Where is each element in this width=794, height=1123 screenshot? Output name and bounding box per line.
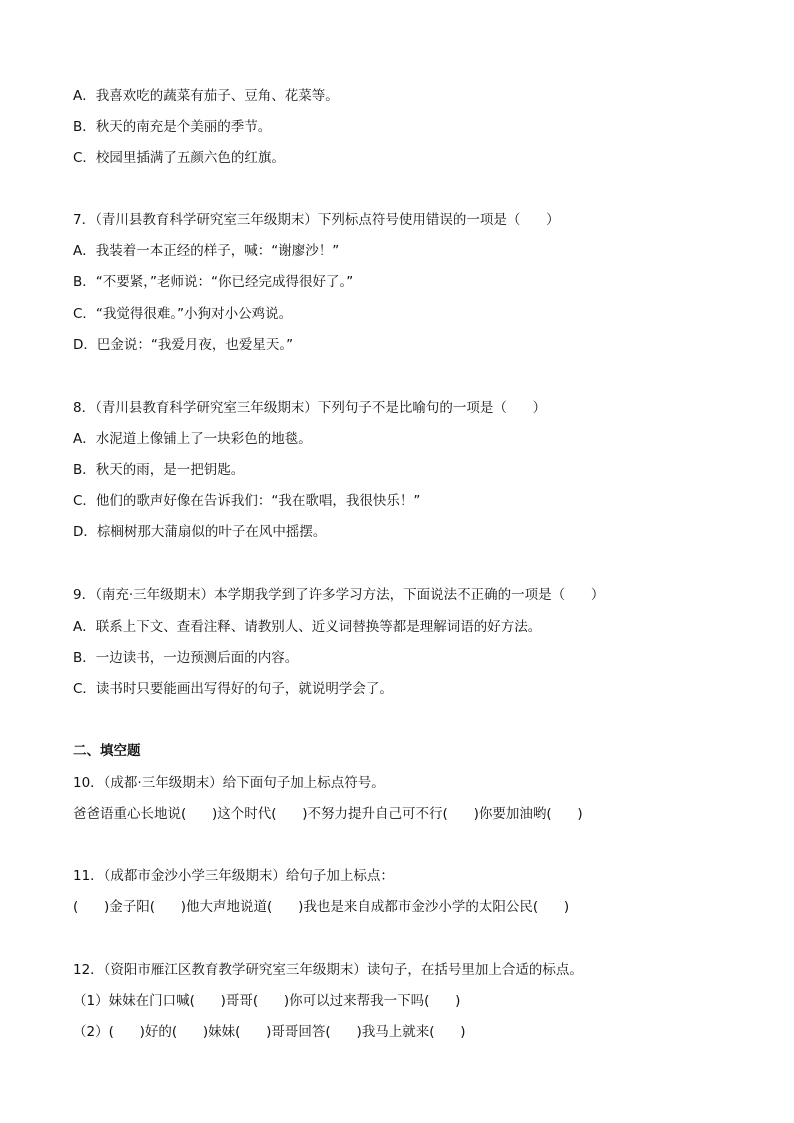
q8-option-d: D．棕榈树那大蒲扇似的叶子在风中摇摆。 (73, 524, 327, 540)
q9-option-c: C．读书时只要能画出写得好的句子，就说明学会了。 (73, 681, 393, 697)
q8-option-c: C．他们的歌声好像在告诉我们：“我在歌唱，我很快乐！” (73, 493, 421, 509)
q8-option-b: B．秋天的雨，是一把钥匙。 (73, 462, 245, 478)
q12-stem: 12．（资阳市雁江区教育教学研究室三年级期末）读句子，在括号里加上合适的标点。 (73, 962, 583, 978)
q7-stem: 7．（青川县教育科学研究室三年级期末）下列标点符号使用错误的一项是（ ） (73, 212, 560, 228)
q10-stem: 10．（成都·三年级期末）给下面句子加上标点符号。 (73, 775, 385, 791)
q8-stem: 8．（青川县教育科学研究室三年级期末）下列句子不是比喻句的一项是（ ） (73, 400, 547, 416)
q9-option-a: A．联系上下文、查看注释、请教别人、近义词替换等都是理解词语的好方法。 (73, 619, 542, 635)
q6-option-a: A．我喜欢吃的蔬菜有茄子、豆角、花菜等。 (73, 88, 339, 104)
q10-sentence: 爸爸语重心长地说( )这个时代( )不努力提升自己可不行( )你要加油哟( ) (73, 806, 583, 822)
q9-option-b: B．一边读书，一边预测后面的内容。 (73, 650, 299, 666)
q7-option-b: B．“不要紧，”老师说：“你已经完成得很好了。” (73, 274, 354, 290)
q7-option-a: A．我装着一本正经的样子，喊：“谢廖沙！” (73, 243, 340, 259)
q12-item-1: （1）妹妹在门口喊( )哥哥( )你可以过来帮我一下吗( ) (73, 993, 461, 1009)
section-heading-fill-in: 二、填空题 (73, 743, 141, 759)
q6-option-c: C．校园里插满了五颜六色的红旗。 (73, 150, 285, 166)
q8-option-a: A．水泥道上像铺上了一块彩色的地毯。 (73, 431, 312, 447)
q9-stem: 9．（南充·三年级期末）本学期我学到了许多学习方法，下面说法不正确的一项是（ ） (73, 587, 605, 603)
q7-option-d: D．巴金说：“我爱月夜，也爱星天。” (73, 337, 294, 353)
q7-option-c: C．“我觉得很难。”小狗对小公鸡说。 (73, 306, 293, 322)
q12-item-2: （2）( )好的( )妹妹( )哥哥回答( )我马上就来( ) (73, 1024, 466, 1040)
q11-stem: 11．（成都市金沙小学三年级期末）给句子加上标点： (73, 868, 394, 884)
q11-sentence: ( )金子阳( )他大声地说道( )我也是来自成都市金沙小学的太阳公民( ) (73, 899, 570, 915)
q6-option-b: B．秋天的南充是个美丽的季节。 (73, 119, 272, 135)
